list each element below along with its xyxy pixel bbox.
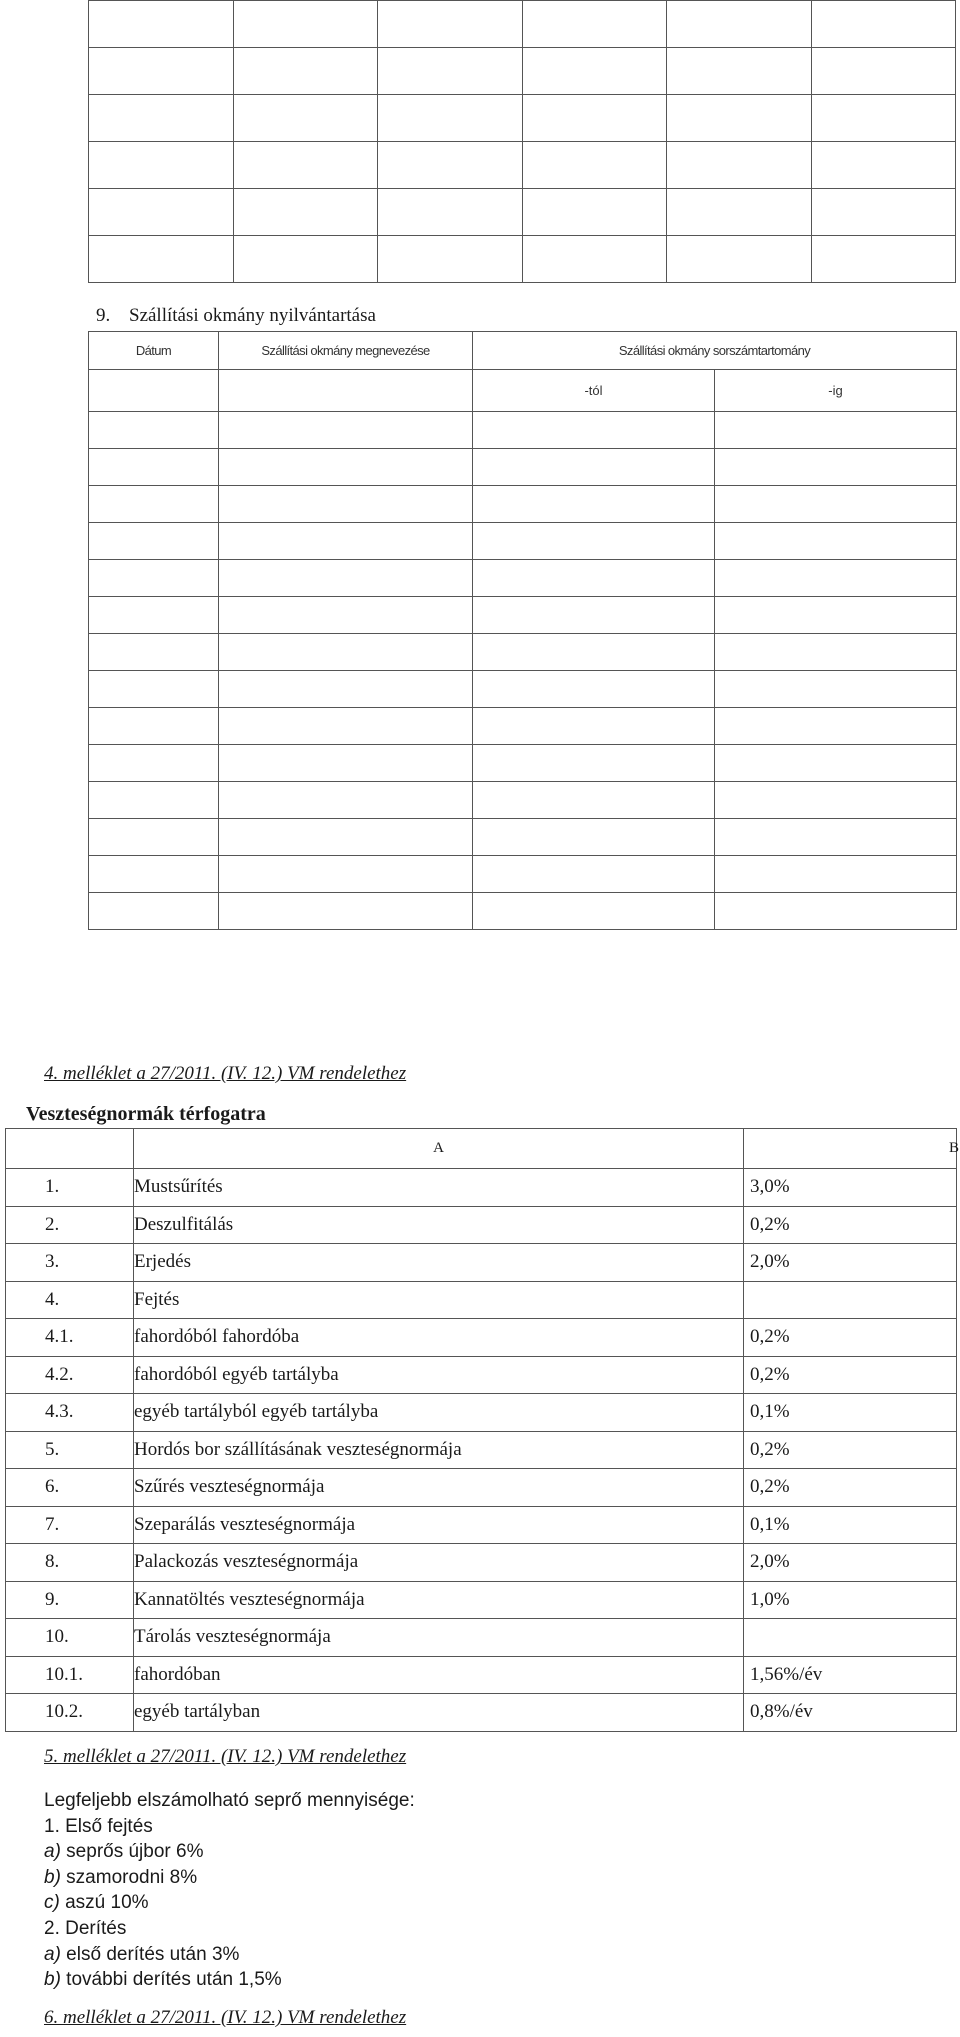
section-title-text: Szállítási okmány nyilvántartása <box>129 305 376 326</box>
column-header-doc-name: Szállítási okmány megnevezése <box>219 332 473 370</box>
annex-6-title: 6. melléklet a 27/2011. (IV. 12.) VM rendelethez <box>44 2007 407 2028</box>
table-row <box>6 1506 957 1544</box>
list-item <box>44 1865 415 1891</box>
table-row <box>6 1581 957 1619</box>
row-value: 0,2% <box>744 1206 957 1244</box>
sediment-list <box>44 1788 415 1993</box>
previous-register-table <box>88 0 956 283</box>
table-row <box>6 1356 957 1394</box>
table-row <box>89 142 956 189</box>
table-row <box>89 819 957 856</box>
table-row <box>89 48 956 95</box>
row-number: 8. <box>6 1544 134 1582</box>
table-row <box>89 745 957 782</box>
table-row <box>89 893 957 930</box>
row-name: fahordóban <box>134 1656 744 1694</box>
item-letter: a) <box>44 1841 61 1863</box>
row-number: 4.1. <box>6 1319 134 1357</box>
row-name: egyéb tartályból egyéb tartályba <box>134 1394 744 1432</box>
loss-norms-table <box>5 1128 957 1732</box>
row-name: Fejtés <box>134 1281 744 1319</box>
row-name: Deszulfitálás <box>134 1206 744 1244</box>
row-value: 1,0% <box>744 1581 957 1619</box>
list-item <box>44 1967 415 1993</box>
column-header-b: B <box>747 1129 960 1169</box>
item-text: seprős újbor 6% <box>60 1841 204 1863</box>
row-name: fahordóból egyéb tartályba <box>134 1356 744 1394</box>
list-item: 1. Első fejtés <box>44 1815 153 1837</box>
item-letter: b) <box>44 1866 61 1888</box>
row-number: 9. <box>6 1581 134 1619</box>
annex-5-title: 5. melléklet a 27/2011. (IV. 12.) VM rendelethez <box>44 1746 407 1767</box>
row-number: 7. <box>6 1506 134 1544</box>
row-name: Erjedés <box>134 1244 744 1282</box>
row-number: 5. <box>6 1431 134 1469</box>
row-name: egyéb tartályban <box>134 1694 744 1732</box>
table-row <box>89 236 956 283</box>
list-item <box>44 1890 415 1916</box>
table-row <box>89 560 957 597</box>
column-header-from: -tól <box>473 370 715 412</box>
row-name: Szeparálás veszteségnormája <box>134 1506 744 1544</box>
table-row <box>89 449 957 486</box>
row-number: 3. <box>6 1244 134 1282</box>
row-number: 10. <box>6 1619 134 1657</box>
table-row <box>89 189 956 236</box>
table-row <box>6 1281 957 1319</box>
item-letter: c) <box>44 1892 60 1914</box>
item-text: további derítés után 1,5% <box>60 1969 282 1991</box>
row-number: 1. <box>6 1169 134 1207</box>
table-row <box>6 1319 957 1357</box>
table-row <box>6 1544 957 1582</box>
annex-4-title: 4. melléklet a 27/2011. (IV. 12.) VM rendelethez <box>44 1063 407 1084</box>
column-header-date: Dátum <box>89 332 219 370</box>
item-text: első derítés után 3% <box>60 1943 240 1965</box>
row-value: 0,2% <box>744 1469 957 1507</box>
table-row <box>6 1169 957 1207</box>
item-text: szamorodni 8% <box>60 1866 198 1888</box>
row-name: Hordós bor szállításának veszteségnormája <box>134 1431 744 1469</box>
table-row <box>6 1656 957 1694</box>
column-header-range: Szállítási okmány sorszámtartomány <box>473 332 957 370</box>
table-row <box>89 412 957 449</box>
list-intro: Legfeljebb elszámolható seprő mennyisége: <box>44 1790 415 1811</box>
row-name: fahordóból fahordóba <box>134 1319 744 1357</box>
row-value: 0,2% <box>744 1431 957 1469</box>
table-row <box>89 671 957 708</box>
row-number: 2. <box>6 1206 134 1244</box>
table-row <box>89 1 956 48</box>
row-name: Mustsűrítés <box>134 1169 744 1207</box>
table-subheader-row <box>89 370 957 412</box>
table-row <box>6 1206 957 1244</box>
row-value: 0,8%/év <box>744 1694 957 1732</box>
table-row <box>6 1431 957 1469</box>
table-row <box>89 597 957 634</box>
table-row <box>89 523 957 560</box>
table-row <box>6 1469 957 1507</box>
row-name: Kannatöltés veszteségnormája <box>134 1581 744 1619</box>
table-row <box>89 486 957 523</box>
shipping-document-table <box>88 331 957 930</box>
column-header-a: A <box>134 1129 744 1169</box>
item-text: aszú 10% <box>59 1892 149 1914</box>
row-number: 4.3. <box>6 1394 134 1432</box>
row-value: 3,0% <box>744 1169 957 1207</box>
table-row <box>6 1394 957 1432</box>
table-row <box>89 782 957 819</box>
row-value: 0,1% <box>744 1506 957 1544</box>
row-value: 1,56%/év <box>744 1656 957 1694</box>
row-name: Palackozás veszteségnormája <box>134 1544 744 1582</box>
item-letter: b) <box>44 1969 61 1991</box>
item-letter: a) <box>44 1943 61 1965</box>
list-item <box>44 1942 415 1968</box>
row-value <box>744 1281 957 1319</box>
row-value: 2,0% <box>744 1244 957 1282</box>
row-value: 2,0% <box>744 1544 957 1582</box>
table-row <box>6 1244 957 1282</box>
row-number: 4.2. <box>6 1356 134 1394</box>
row-number: 10.2. <box>6 1694 134 1732</box>
table-row <box>89 708 957 745</box>
row-number: 10.1. <box>6 1656 134 1694</box>
row-value <box>744 1619 957 1657</box>
section-9-title <box>96 305 376 327</box>
table-row <box>89 95 956 142</box>
table-header-row <box>6 1129 957 1169</box>
table-row <box>89 856 957 893</box>
row-value: 0,2% <box>744 1356 957 1394</box>
column-header-to: -ig <box>715 370 957 412</box>
loss-norms-heading: Veszteségnormák térfogatra <box>26 1103 266 1125</box>
row-value: 0,2% <box>744 1319 957 1357</box>
row-name: Szűrés veszteségnormája <box>134 1469 744 1507</box>
section-number: 9. <box>96 305 111 326</box>
table-row <box>89 634 957 671</box>
row-number: 4. <box>6 1281 134 1319</box>
table-header-row <box>89 332 957 370</box>
table-row <box>6 1694 957 1732</box>
loss-norms-body <box>6 1169 957 1732</box>
row-number: 6. <box>6 1469 134 1507</box>
list-item: 2. Derítés <box>44 1917 127 1939</box>
row-name: Tárolás veszteségnormája <box>134 1619 744 1657</box>
table-row <box>6 1619 957 1657</box>
list-item <box>44 1839 415 1865</box>
row-value: 0,1% <box>744 1394 957 1432</box>
